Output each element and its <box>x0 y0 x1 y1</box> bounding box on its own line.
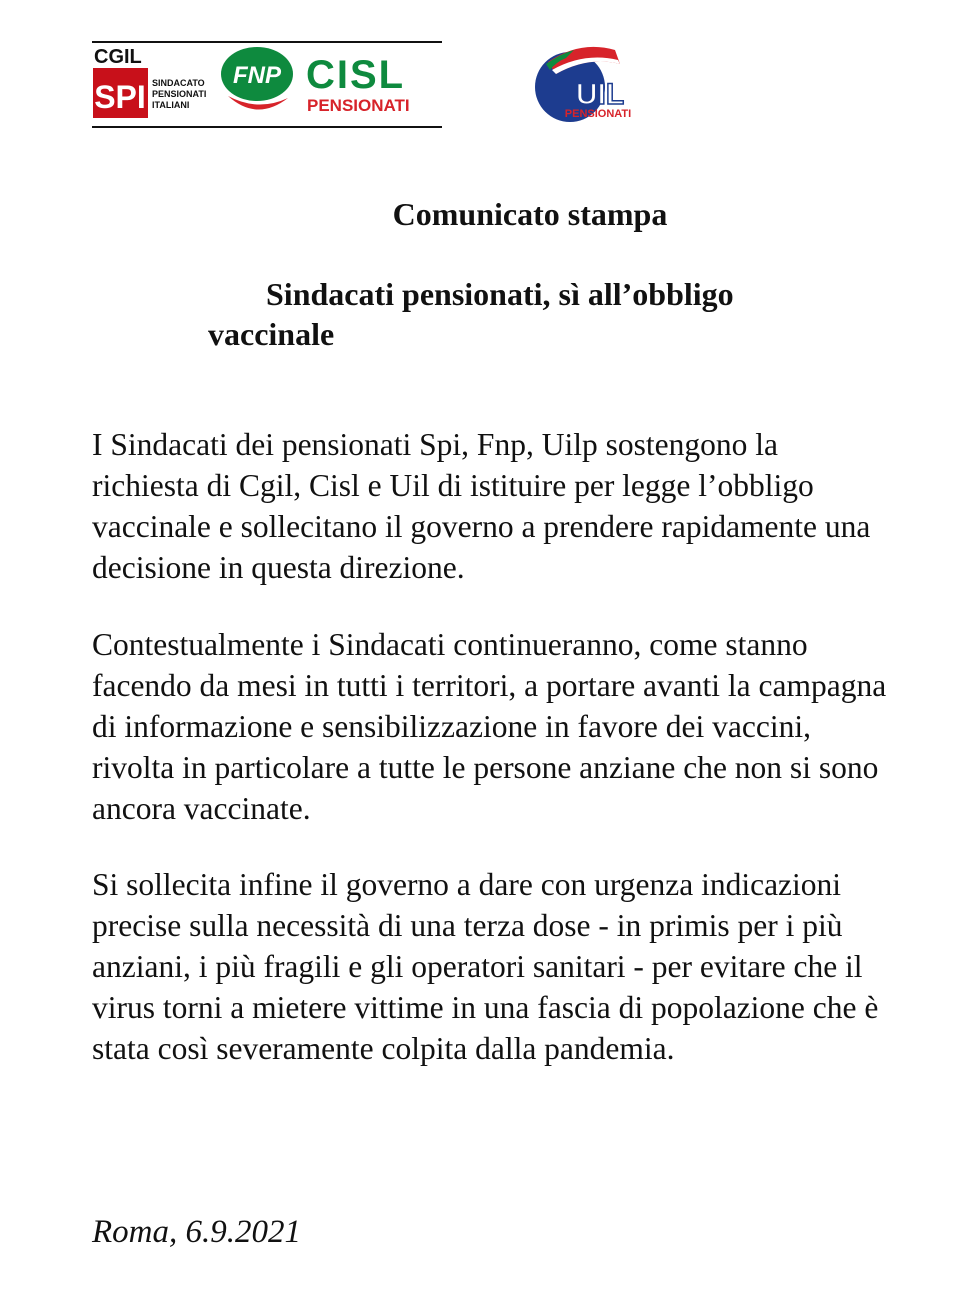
spi-cgil-logo <box>93 46 206 118</box>
uil-pensionati-logo <box>535 47 631 122</box>
spi-mark: SPI <box>94 79 146 115</box>
place-and-date: Roma, 6.9.2021 <box>92 1214 301 1250</box>
uil-pensionati: PENSIONATI <box>564 108 632 120</box>
fnp-badge-text: FNP <box>233 62 281 89</box>
press-release-label: Comunicato stampa <box>392 196 668 232</box>
cisl-pensionati: PENSIONATI <box>307 96 410 115</box>
cisl-word: CISL <box>306 53 406 97</box>
body-paragraph-3: Si sollecita infine il governo a dare con urgenza indicazioni precise sulla necessità di una terza dose - in primis per i più anziani, i più fragili e gli operatori sanitari - per evitare che il virus torni a mietere vittime in una fascia di popolazione che è stata così severamente colpita dalla pandemia. <box>92 867 879 1066</box>
spi-line-3: ITALIANI <box>152 100 190 110</box>
body-paragraph-1: I Sindacati dei pensionati Spi, Fnp, Uilp sostengono la richiesta di Cgil, Cisl e Uil di istituire per legge l’obbligo vaccinale e sollecitano il governo a prendere rapidamente una decisione in questa direzione. <box>92 427 871 585</box>
uil-word: UIL <box>575 78 625 111</box>
union-logos-header <box>0 0 980 150</box>
headline: Sindacati pensionati, sì all’obbligo vaccinale <box>208 276 734 352</box>
spi-line-1: SINDACATO <box>152 78 205 88</box>
spi-cgil-word: CGIL <box>94 46 142 68</box>
body-paragraph-2: Contestualmente i Sindacati continueranno, come stanno facendo da mesi in tutti i territori, a portare avanti la campagna di informazione e sensibilizzazione in favore dei vaccini, rivolta in particolare a tutte le persone anziane che non si sono ancora vaccinate. <box>92 627 887 826</box>
spi-line-2: PENSIONATI <box>152 89 207 99</box>
fnp-cisl-logo <box>221 47 410 115</box>
